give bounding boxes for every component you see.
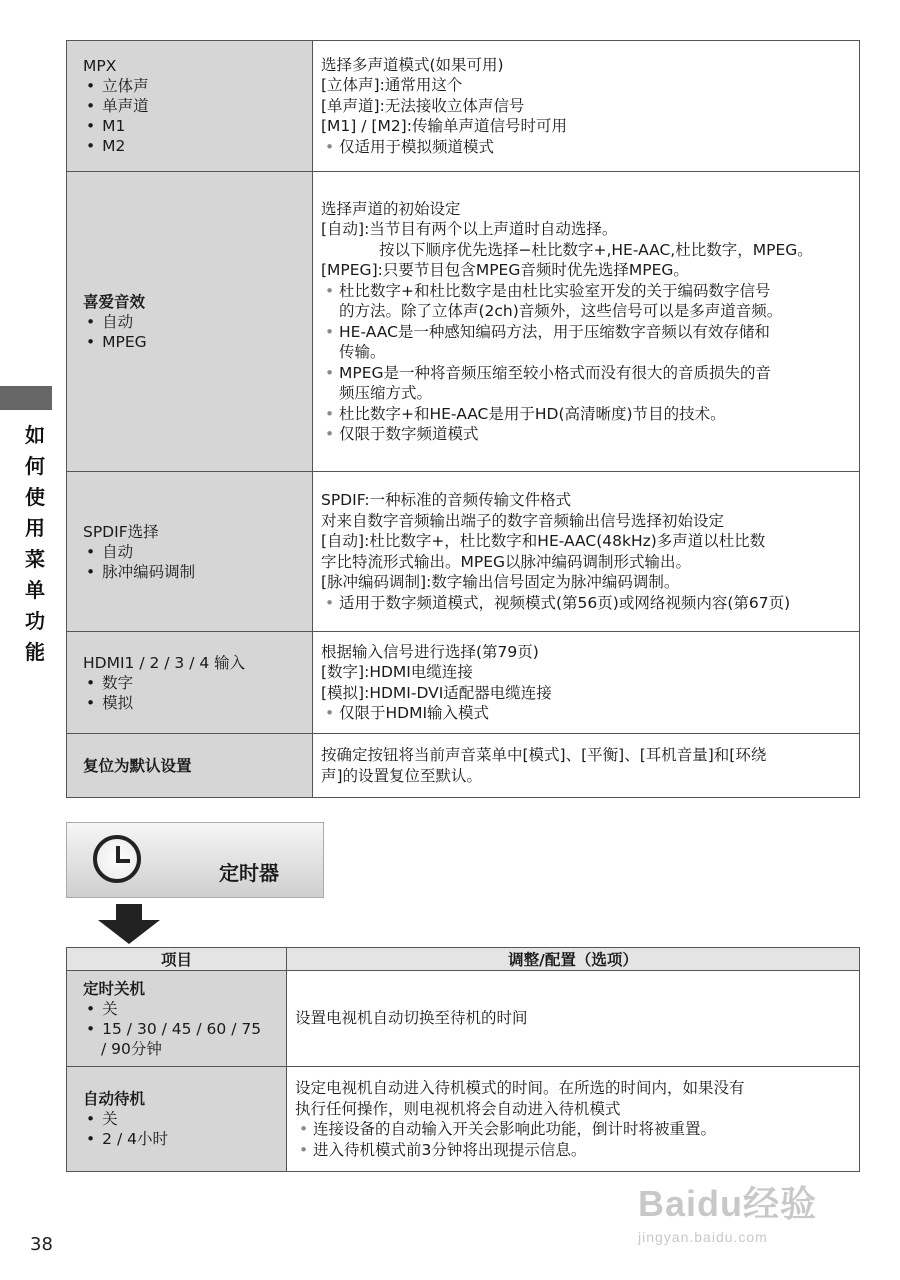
desc-note: • 适用于数字频道模式，视频模式(第56页)或网络视频内容(第67页) <box>321 593 853 614</box>
desc-cell-hdmi-input <box>313 632 860 734</box>
desc-cell-auto-standby <box>287 1067 860 1172</box>
desc-line: [单声道]:无法接收立体声信号 <box>321 96 525 115</box>
desc-note: • 进入待机模式前3分钟将出现提示信息。 <box>295 1140 853 1161</box>
item-option: • M1 <box>83 116 302 136</box>
desc-line: 选择多声道模式(如果可用) <box>321 55 504 74</box>
desc-cell-reset-defaults <box>313 734 860 798</box>
desc-line: SPDIF:一种标准的音频传输文件格式 <box>321 491 572 509</box>
down-arrow-icon <box>98 904 160 944</box>
desc-line: 频压缩方式。 <box>339 384 433 402</box>
timer-menu-banner <box>66 822 324 898</box>
item-option: • 单声道 <box>83 96 302 116</box>
desc-note: • 杜比数字+和杜比数字是由杜比实验室开发的关于编码数字信号 <box>321 281 853 302</box>
page-number: 38 <box>30 1234 53 1255</box>
item-option: • 15 / 30 / 45 / 60 / 75 <box>83 1019 276 1039</box>
desc-line: 执行任何操作，则电视机将会自动进入待机模式 <box>295 1099 621 1118</box>
table-row <box>67 172 860 472</box>
timer-banner-title: 定时器 <box>219 861 279 885</box>
item-title: HDMI1 / 2 / 3 / 4 输入 <box>83 653 246 672</box>
desc-note: • 杜比数字+和HE-AAC是用于HD(高清晰度)节目的技术。 <box>321 404 853 425</box>
item-title: SPDIF选择 <box>83 522 159 541</box>
item-option: • MPEG <box>83 332 302 352</box>
desc-line: [MPEG]:只要节目包含MPEG音频时优先选择MPEG。 <box>321 261 689 279</box>
audio-settings-table <box>66 40 860 798</box>
watermark-url: jingyan.baidu.com <box>638 1229 768 1245</box>
item-cell-favorite-audio <box>67 172 313 472</box>
item-option: • 立体声 <box>83 76 302 96</box>
item-option: • 关 <box>83 1109 276 1129</box>
desc-line: 传输。 <box>339 343 386 361</box>
section-tab-marker <box>0 386 52 410</box>
item-option: • 关 <box>83 999 276 1019</box>
desc-cell-off-timer <box>287 971 860 1067</box>
table-header-row <box>67 948 860 971</box>
item-option: • 数字 <box>83 673 302 693</box>
section-side-label: 如何使用菜单功能 <box>25 423 45 664</box>
desc-note: • 仅限于HDMI输入模式 <box>321 703 853 724</box>
timer-settings-table <box>66 947 860 1172</box>
watermark-logo-text: Baidu经验 <box>638 1183 818 1224</box>
item-title: 复位为默认设置 <box>83 756 192 775</box>
desc-line: 按以下顺序优先选择−杜比数字+,HE-AAC,杜比数字，MPEG。 <box>379 240 813 259</box>
desc-line: 的方法。除了立体声(2ch)音频外，这些信号可以是多声道音频。 <box>339 302 783 320</box>
desc-line: 声]的设置复位至默认。 <box>321 766 483 785</box>
desc-line: [模拟]:HDMI-DVI适配器电缆连接 <box>321 683 552 702</box>
desc-line: [自动]:杜比数字+，杜比数字和HE-AAC(48kHz)多声道以杜比数 <box>321 532 766 550</box>
table-row <box>67 41 860 172</box>
item-title: 自动待机 <box>83 1090 146 1108</box>
watermark <box>638 1176 817 1245</box>
item-cell-off-timer <box>67 971 287 1067</box>
desc-line: 根据输入信号进行选择(第79页) <box>321 642 539 661</box>
item-option: • 自动 <box>83 312 302 332</box>
desc-note: • 仅限于数字频道模式 <box>321 424 853 445</box>
item-option: / 90分钟 <box>101 1039 162 1058</box>
column-header-adjust: 调整/配置（选项） <box>287 948 860 971</box>
table-row <box>67 971 860 1067</box>
desc-line: [立体声]:通常用这个 <box>321 76 463 95</box>
desc-line: 字比特流形式输出。MPEG以脉冲编码调制形式输出。 <box>321 552 692 571</box>
item-cell-mpx <box>67 41 313 172</box>
desc-line: [自动]:当节目有两个以上声道时自动选择。 <box>321 220 618 238</box>
desc-line: 选择声道的初始设定 <box>321 199 461 218</box>
desc-line: [数字]:HDMI电缆连接 <box>321 663 473 681</box>
item-title: MPX <box>83 57 117 75</box>
desc-cell-favorite-audio <box>313 172 860 472</box>
desc-note: • 连接设备的自动输入开关会影响此功能，倒计时将被重置。 <box>295 1119 853 1140</box>
table-row <box>67 734 860 798</box>
table-row <box>67 472 860 632</box>
desc-line: 设定电视机自动进入待机模式的时间。在所选的时间内，如果没有 <box>295 1079 745 1097</box>
item-cell-hdmi-input <box>67 632 313 734</box>
desc-line: 按确定按钮将当前声音菜单中[模式]、[平衡]、[耳机音量]和[环绕 <box>321 746 767 764</box>
item-option: • 模拟 <box>83 693 302 713</box>
desc-note: • 仅适用于模拟频道模式 <box>321 137 853 158</box>
item-cell-spdif <box>67 472 313 632</box>
clock-icon <box>93 835 141 883</box>
item-title: 定时关机 <box>83 979 146 998</box>
table-row <box>67 1067 860 1172</box>
table-row <box>67 632 860 734</box>
desc-note: • HE-AAC是一种感知编码方法，用于压缩数字音频以有效存储和 <box>321 322 853 343</box>
item-option: • 自动 <box>83 542 302 562</box>
desc-cell-spdif <box>313 472 860 632</box>
desc-line: 设置电视机自动切换至待机的时间 <box>295 1009 528 1028</box>
desc-line: 对来自数字音频输出端子的数字音频输出信号选择初始设定 <box>321 511 725 530</box>
desc-note: • MPEG是一种将音频压缩至较小格式而没有很大的音质损失的音 <box>321 363 853 384</box>
item-option: • 脉冲编码调制 <box>83 562 302 582</box>
column-header-item: 项目 <box>67 948 287 971</box>
item-cell-reset-defaults <box>67 734 313 798</box>
item-cell-auto-standby <box>67 1067 287 1172</box>
item-option: • M2 <box>83 136 302 156</box>
desc-line: [脉冲编码调制]:数字输出信号固定为脉冲编码调制。 <box>321 573 680 591</box>
item-option: • 2 / 4小时 <box>83 1129 276 1149</box>
item-title: 喜爱音效 <box>83 292 146 311</box>
desc-cell-mpx <box>313 41 860 172</box>
desc-line: [M1] / [M2]:传输单声道信号时可用 <box>321 117 567 136</box>
